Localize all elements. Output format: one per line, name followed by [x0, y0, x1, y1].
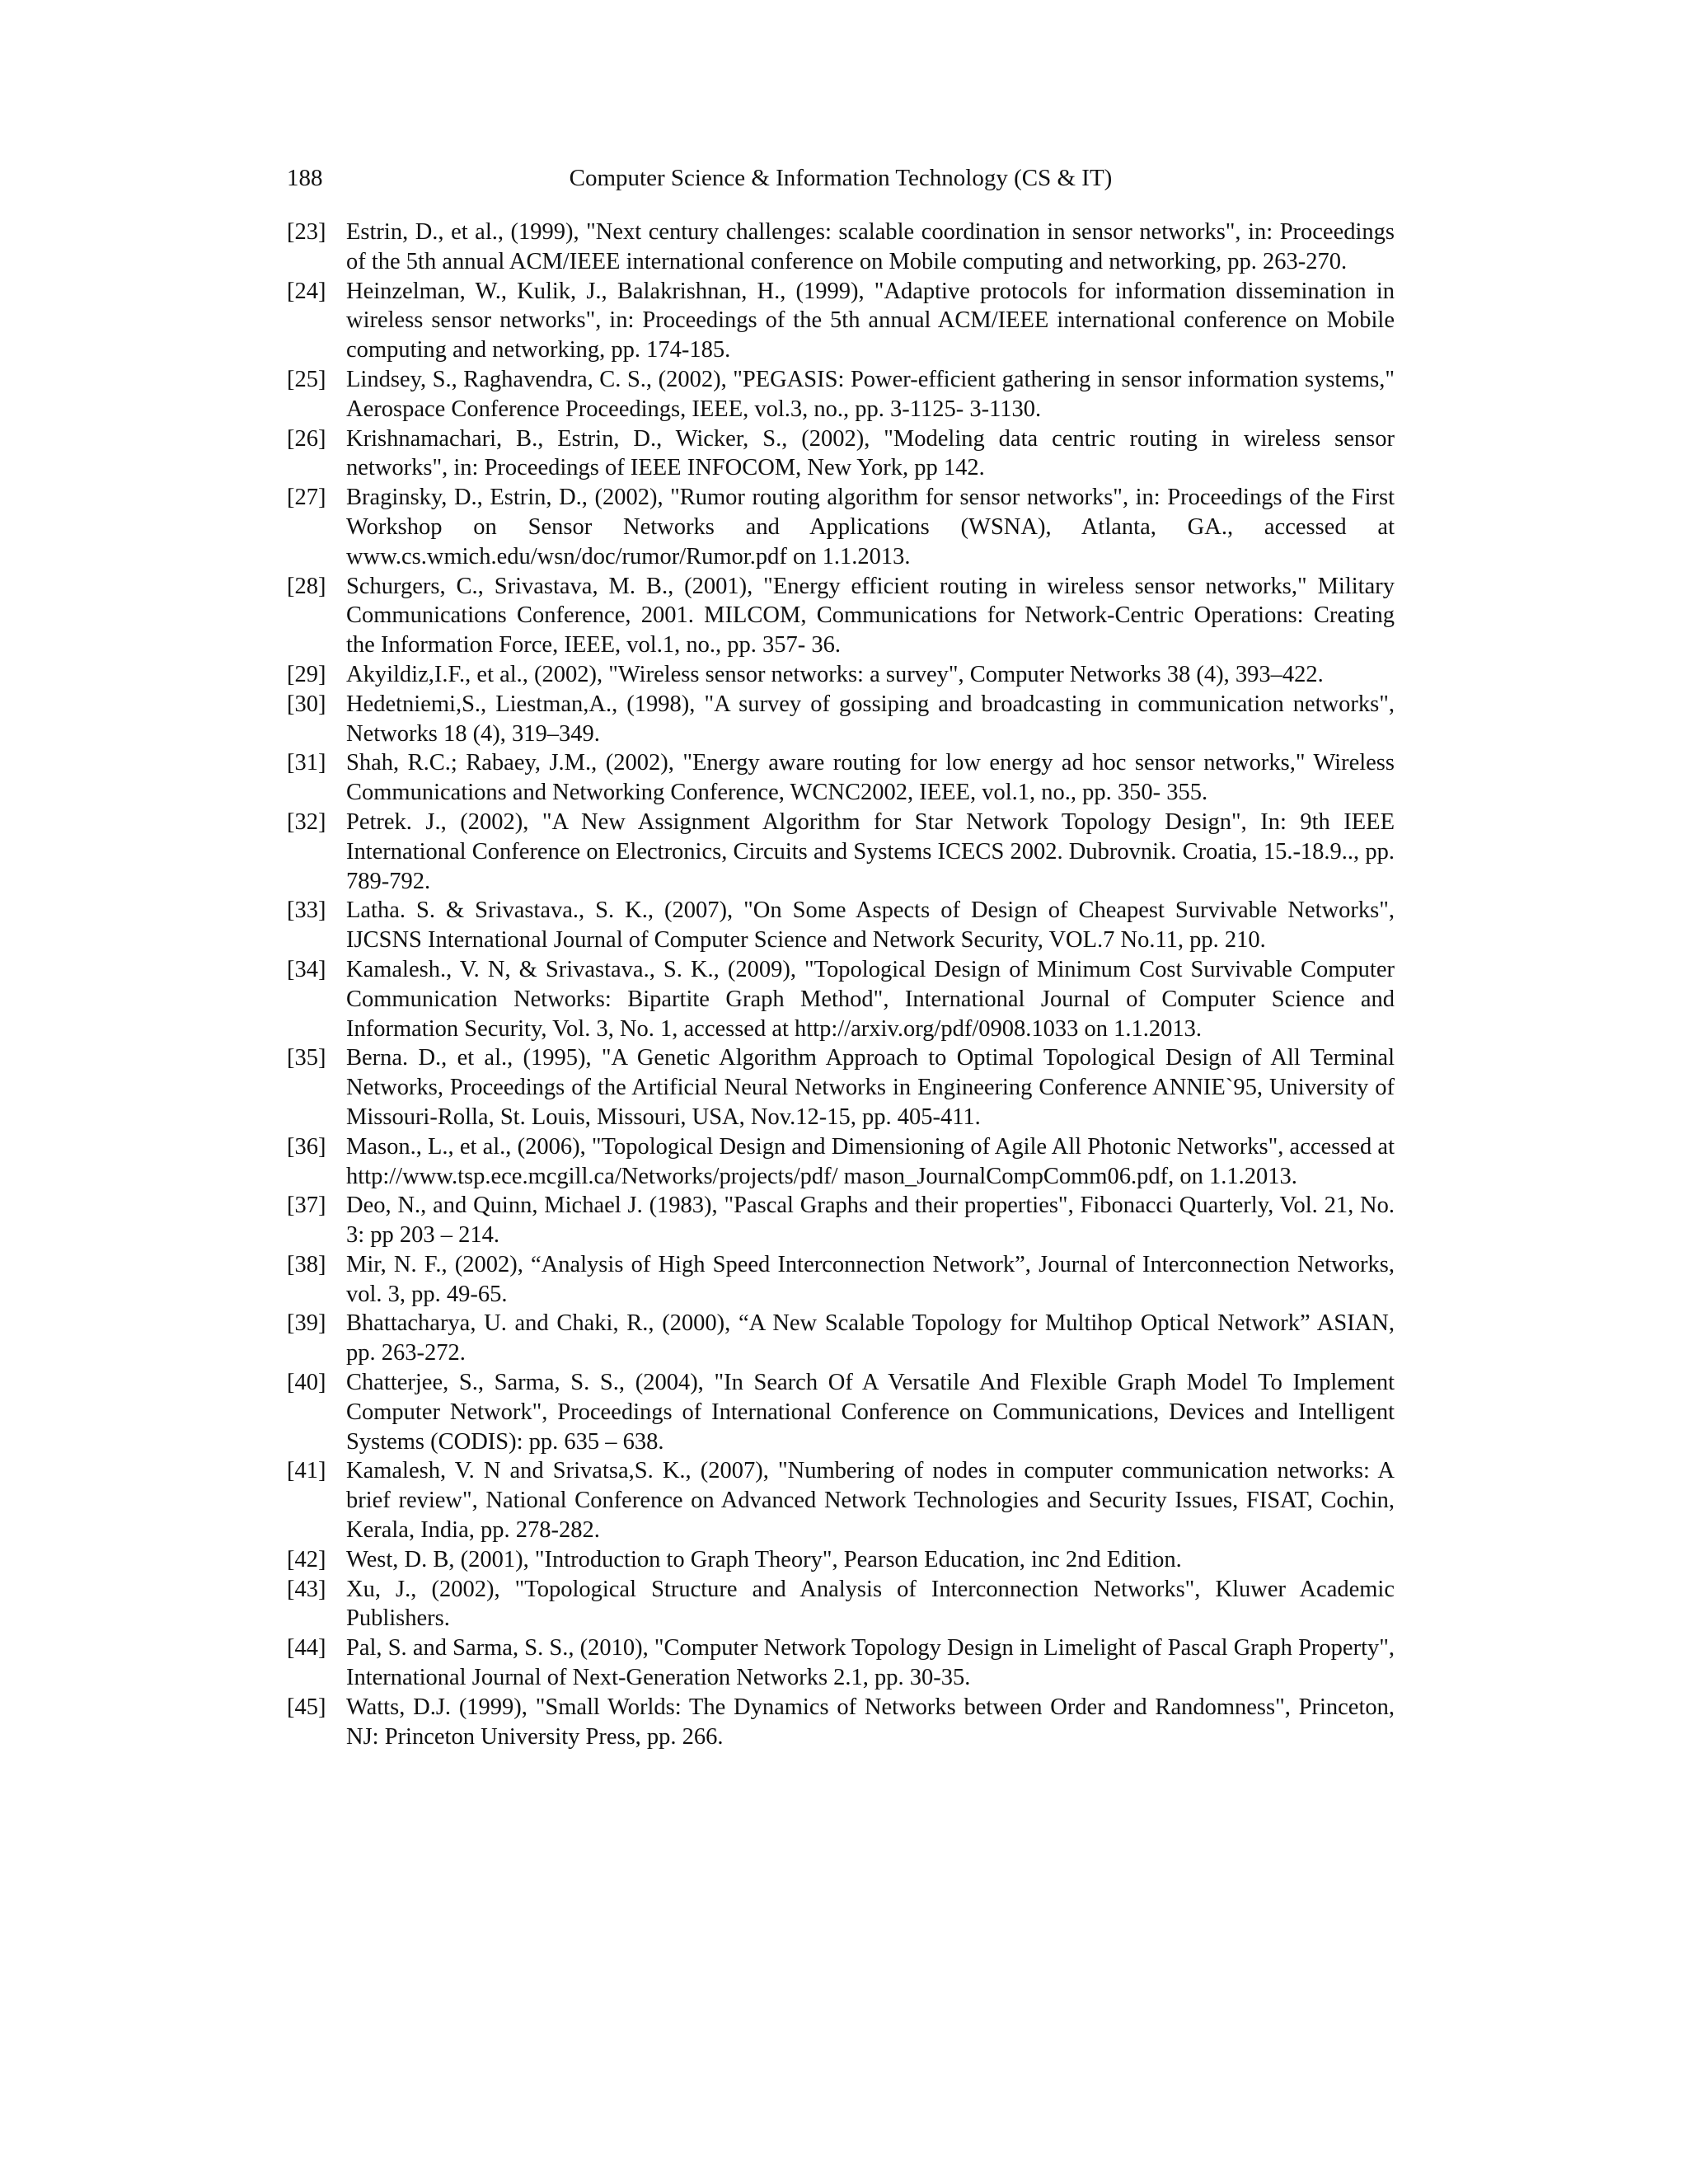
reference-item [287, 1633, 1395, 1693]
reference-text: Krishnamachari, B., Estrin, D., Wicker, S., (2002), "Modeling data centric routing in wireless sensor networks", in: Proceedings of IEEE INFOCOM, New York, pp 142. [346, 425, 1395, 481]
reference-item [287, 424, 1395, 484]
reference-item [287, 808, 1395, 896]
reference-text: West, D. B, (2001), "Introduction to Graph Theory", Pearson Education, inc 2nd Edition. [346, 1546, 1182, 1572]
reference-number: [44] [287, 1635, 326, 1661]
document-page [287, 162, 1395, 1751]
reference-number: [24] [287, 278, 326, 304]
reference-item [287, 1545, 1395, 1575]
reference-text: Deo, N., and Quinn, Michael J. (1983), "Pascal Graphs and their properties", Fibonacci Quarterly, Vol. 21, No. 3: pp 203 – 214. [346, 1193, 1395, 1249]
reference-item [287, 955, 1395, 1043]
reference-number: [28] [287, 573, 326, 599]
reference-text: Shah, R.C.; Rabaey, J.M., (2002), "Energy aware routing for low energy ad hoc sensor networks," Wireless Communications and Networking Conference, WCNC2002, IEEE, vol.1, no., pp. 350- 355. [346, 750, 1395, 806]
reference-number: [42] [287, 1546, 326, 1572]
reference-text: Hedetniemi,S., Liestman,A., (1998), "A survey of gossiping and broadcasting in communication networks", Networks 18 (4), 319–349. [346, 691, 1395, 747]
reference-number: [30] [287, 691, 326, 717]
reference-text: Bhattacharya, U. and Chaki, R., (2000), “A New Scalable Topology for Multihop Optical Network” ASIAN, pp. 263-272. [346, 1310, 1395, 1366]
reference-number: [33] [287, 898, 326, 924]
reference-item [287, 365, 1395, 424]
reference-number: [35] [287, 1045, 326, 1071]
reference-item [287, 483, 1395, 571]
reference-item [287, 277, 1395, 365]
reference-number: [25] [287, 366, 326, 392]
reference-number: [43] [287, 1576, 326, 1602]
reference-item [287, 690, 1395, 749]
reference-text: Schurgers, C., Srivastava, M. B., (2001), "Energy efficient routing in wireless sensor networks," Military Communications Conference, 2001. MILCOM, Communications for Network-Centric Operations: Creating the Information Force, IEEE, vol.1, no., pp. 357- 36. [346, 573, 1395, 658]
reference-text: Petrek. J., (2002), "A New Assignment Algorithm for Star Network Topology Design", In: 9th IEEE International Conference on Electronics, Circuits and Systems ICECS 2002. Dubrovnik. Croatia, 15.-18.9.., pp. 789-792. [346, 808, 1395, 894]
reference-item [287, 748, 1395, 808]
reference-text: Estrin, D., et al., (1999), "Next century challenges: scalable coordination in sensor networks", in: Proceedings of the 5th annual ACM/IEEE international conference on Mobile computing and networking, pp. 263-270. [346, 219, 1395, 274]
reference-text: Akyildiz,I.F., et al., (2002), "Wireless sensor networks: a survey", Computer Networks 38 (4), 393–422. [346, 661, 1324, 687]
reference-number: [39] [287, 1310, 326, 1337]
reference-number: [36] [287, 1133, 326, 1160]
reference-item [287, 896, 1395, 955]
reference-text: Chatterjee, S., Sarma, S. S., (2004), "In Search Of A Versatile And Flexible Graph Model To Implement Computer Network", Proceedings of International Conference on Communications, Devices and Intelligent Systems (CODIS): pp. 635 – 638. [346, 1370, 1395, 1455]
reference-item [287, 1191, 1395, 1250]
reference-number: [41] [287, 1458, 326, 1484]
reference-text: Mir, N. F., (2002), “Analysis of High Speed Interconnection Network”, Journal of Interconnection Networks, vol. 3, pp. 49-65. [346, 1251, 1395, 1307]
reference-text: Pal, S. and Sarma, S. S., (2010), "Computer Network Topology Design in Limelight of Pascal Graph Property", International Journal of Next-Generation Networks 2.1, pp. 30-35. [346, 1635, 1395, 1691]
reference-item [287, 1043, 1395, 1132]
reference-number: [23] [287, 219, 326, 245]
reference-item [287, 572, 1395, 660]
reference-item [287, 1456, 1395, 1544]
running-header [287, 162, 1395, 194]
reference-text: Latha. S. & Srivastava., S. K., (2007), "On Some Aspects of Design of Cheapest Survivable Networks", IJCSNS International Journal of Computer Science and Network Security, VOL.7 No.11, pp. 210. [346, 898, 1395, 954]
reference-number: [40] [287, 1370, 326, 1396]
reference-item [287, 660, 1395, 690]
reference-text: Kamalesh, V. N and Srivatsa,S. K., (2007), "Numbering of nodes in computer communication networks: A brief review", National Conference on Advanced Network Technologies and Security Issues, FISAT, Cochin, Kerala, India, pp. 278-282. [346, 1458, 1395, 1544]
reference-item [287, 1693, 1395, 1752]
reference-number: [32] [287, 808, 326, 835]
reference-number: [45] [287, 1694, 326, 1720]
reference-item [287, 1575, 1395, 1634]
reference-number: [38] [287, 1251, 326, 1277]
reference-text: Mason., L., et al., (2006), "Topological Design and Dimensioning of Agile All Photonic Networks", accessed at http://www.tsp.ece.mcgill.ca/Networks/projects/pdf/ mason_JournalCompComm06.pdf, on 1.1.2013. [346, 1133, 1395, 1189]
reference-text: Watts, D.J. (1999), "Small Worlds: The Dynamics of Networks between Order and Randomness", Princeton, NJ: Princeton University Press, pp. 266. [346, 1694, 1395, 1750]
reference-number: [34] [287, 956, 326, 982]
reference-number: [31] [287, 750, 326, 776]
reference-text: Braginsky, D., Estrin, D., (2002), "Rumor routing algorithm for sensor networks", in: Proceedings of the First Workshop on Sensor Networks and Applications (WSNA), Atlanta, GA., accessed at www.cs.wmich.edu/wsn/doc/rumor/Rumor.pdf on 1.1.2013. [346, 485, 1395, 569]
reference-number: [26] [287, 425, 326, 452]
reference-item [287, 1368, 1395, 1456]
journal-title: Computer Science & Information Technology (CS & IT) [569, 165, 1113, 191]
reference-number: [27] [287, 485, 326, 511]
reference-list [287, 218, 1395, 1751]
reference-text: Xu, J., (2002), "Topological Structure and Analysis of Interconnection Networks", Kluwer Academic Publishers. [346, 1576, 1395, 1632]
reference-number: [37] [287, 1193, 326, 1219]
reference-item [287, 218, 1395, 277]
page-number: 188 [287, 165, 323, 191]
reference-number: [29] [287, 661, 326, 687]
reference-item [287, 1250, 1395, 1310]
reference-item [287, 1132, 1395, 1192]
reference-text: Heinzelman, W., Kulik, J., Balakrishnan, H., (1999), "Adaptive protocols for information dissemination in wireless sensor networks", in: Proceedings of the 5th annual ACM/IEEE international conference on Mobile computing and networking, pp. 174-185. [346, 278, 1395, 363]
reference-text: Kamalesh., V. N, & Srivastava., S. K., (2009), "Topological Design of Minimum Cost Survivable Computer Communication Networks: Bipartite Graph Method", International Journal of Computer Science and Information Security, Vol. 3, No. 1, accessed at http://arxiv.org/pdf/0908.1033 on 1.1.2013. [346, 956, 1395, 1042]
reference-item [287, 1309, 1395, 1368]
reference-text: Lindsey, S., Raghavendra, C. S., (2002), "PEGASIS: Power-efficient gathering in sensor information systems," Aerospace Conference Proceedings, IEEE, vol.3, no., pp. 3-1125- 3-1130. [346, 366, 1395, 422]
reference-text: Berna. D., et al., (1995), "A Genetic Algorithm Approach to Optimal Topological Design of All Terminal Networks, Proceedings of the Artificial Neural Networks in Engineering Conference ANNIE`95, University of Missouri-Rolla, St. Louis, Missouri, USA, Nov.12-15, pp. 405-411. [346, 1045, 1395, 1130]
